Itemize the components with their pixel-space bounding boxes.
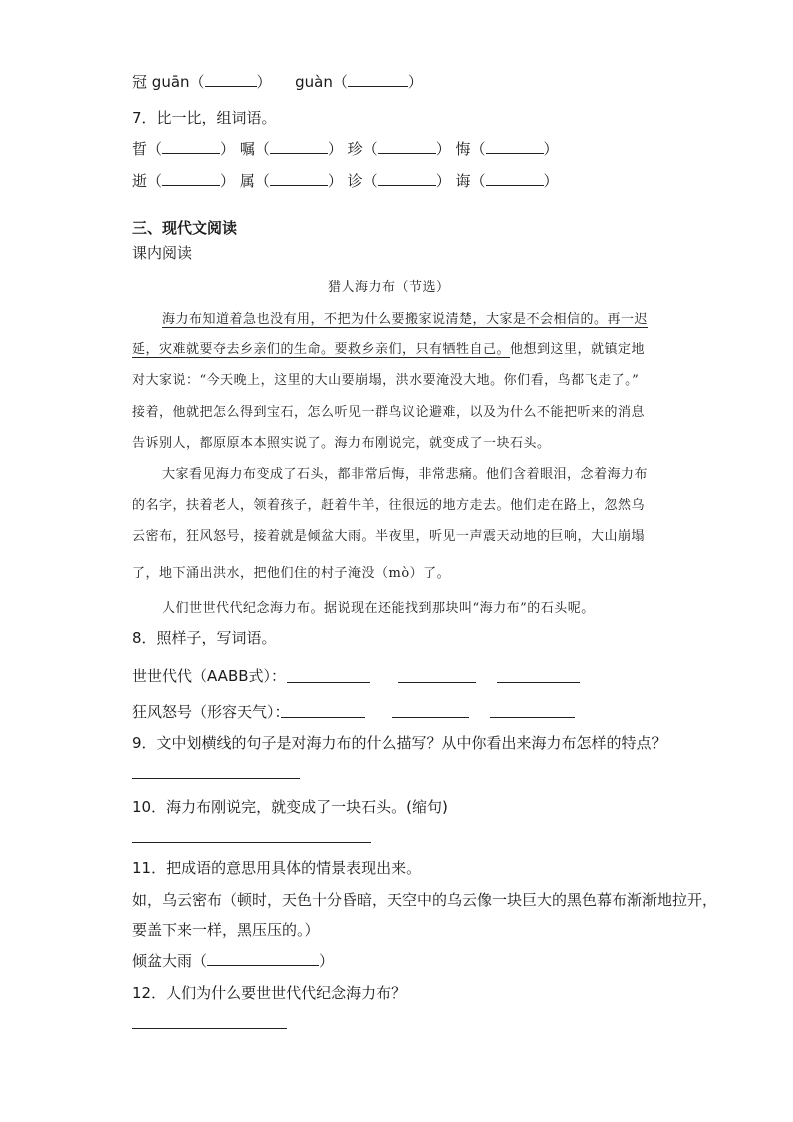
paren-open: （ [362, 172, 378, 190]
answer-blank[interactable] [378, 171, 436, 186]
paren-open: （ [470, 140, 486, 158]
passage-line: 云密布，狂风怒号，接着就是倾盆大雨。半夜里，听见一声震天动地的巨响，大山崩塌 [132, 529, 646, 544]
passage-underlined-sentence-2: 延，灾难就要夺去乡亲们的生命。要救乡亲们，只有牺牲自己。 [132, 342, 511, 357]
q6-pinyin-1: guān [151, 73, 190, 91]
q10-title: 10．海力布刚说完，就变成了一块石头。(缩句) [132, 798, 448, 816]
answer-line[interactable] [281, 717, 365, 718]
answer-line[interactable] [398, 682, 476, 683]
passage-line [132, 338, 645, 357]
paren-open: （ [147, 172, 163, 190]
paren-open: （ [254, 140, 270, 158]
passage-line: 接着，他就把怎么得到宝石，怎么听见一群鸟议论避难，以及为什么不能把听来的消息 [132, 405, 646, 420]
answer-blank[interactable] [162, 139, 220, 154]
answer-blank[interactable] [486, 171, 544, 186]
paren-close: ） [220, 140, 236, 158]
passage-line: 大家看见海力布变成了石头，都非常后悔，非常悲痛。他们含着眼泪，念着海力布 [162, 467, 649, 482]
q11-example-line-1: 如，乌云密布（顿时，天色十分昏暗，天空中的乌云像一块巨大的黑色幕布渐渐地拉开， [132, 891, 718, 909]
section-subheading: 课内阅读 [132, 244, 193, 262]
answer-blank[interactable] [270, 139, 328, 154]
q7-char: 逝 [132, 172, 148, 190]
passage-text: 他想到这里，就镇定地 [510, 342, 646, 357]
paren-close: ） [319, 952, 335, 970]
passage-line: 了，地下涌出洪水，把他们住的村子淹没（mò）了。 [132, 566, 451, 581]
passage-title: 猎人海力布（节选） [328, 280, 450, 295]
q7-row-2 [132, 171, 559, 191]
q6-pinyin-2: guàn [295, 73, 333, 91]
paren-open: （ [147, 140, 163, 158]
answer-blank[interactable] [348, 72, 408, 87]
paren-close: ） [435, 140, 451, 158]
q11-example-line-2: 要盖下来一样，黑压压的。） [132, 921, 320, 939]
section-heading: 三、现代文阅读 [132, 219, 238, 237]
paren-open: （ [470, 172, 486, 190]
passage-underlined-sentence-1: 海力布知道着急也没有用，不把为什么要搬家说清楚，大家是不会相信的。再一迟 [162, 312, 649, 327]
q7-char: 嘱 [239, 140, 255, 158]
answer-line[interactable] [132, 1028, 287, 1029]
passage-line: 人们世世代代纪念海力布。据说现在还能找到那块叫“海力布”的石头呢。 [162, 601, 595, 616]
q7-char: 悔 [455, 140, 471, 158]
answer-blank[interactable] [378, 139, 436, 154]
q8-row-2-label: 狂风怒号（形容天气）： [132, 703, 290, 721]
q8-title: 8．照样子，写词语。 [132, 629, 277, 647]
paren-open: （ [362, 140, 378, 158]
paren-open: （ [332, 73, 348, 91]
answer-blank[interactable] [205, 72, 257, 87]
q7-char: 晢 [132, 140, 148, 158]
answer-line[interactable] [287, 682, 370, 683]
paren-close: ） [543, 172, 559, 190]
q7-char: 属 [239, 172, 255, 190]
paren-open: （ [189, 73, 205, 91]
answer-line[interactable] [392, 717, 469, 718]
answer-line[interactable] [497, 682, 580, 683]
answer-blank[interactable] [486, 139, 544, 154]
paren-open: （ [254, 172, 270, 190]
q8-row-1-label: 世世代代（AABB式）： [132, 667, 287, 685]
passage-line: 告诉别人，都原原本本照实说了。海力布刚说完，就变成了一块石头。 [132, 436, 551, 451]
q7-char: 珍 [347, 140, 363, 158]
paren-close: ） [327, 172, 343, 190]
paren-close: ） [435, 172, 451, 190]
answer-line[interactable] [490, 717, 575, 718]
q7-row-1 [132, 139, 559, 159]
paren-close: ） [407, 73, 423, 91]
passage-line: 的名字，扶着老人，领着孩子，赶着牛羊，往很远的地方走去。他们走在路上，忽然乌 [132, 498, 646, 513]
passage-line: 对大家说：“今天晚上，这里的大山要崩塌，洪水要淹没大地。你们看，鸟都飞走了。” [132, 373, 640, 388]
paren-close: ） [256, 73, 272, 91]
q11-title: 11．把成语的意思用具体的情景表现出来。 [132, 859, 422, 877]
answer-blank[interactable] [270, 171, 328, 186]
q12-title: 12．人们为什么要世世代代纪念海力布？ [132, 984, 407, 1002]
paren-close: ） [220, 172, 236, 190]
paren-close: ） [543, 140, 559, 158]
q6-char: 冠 [132, 73, 148, 91]
answer-blank[interactable] [162, 171, 220, 186]
paren-close: ） [327, 140, 343, 158]
q7-title: 7．比一比，组词语。 [132, 109, 277, 127]
answer-blank[interactable] [207, 951, 319, 966]
q11-item [132, 951, 334, 971]
answer-line[interactable] [132, 842, 371, 843]
q7-char: 诊 [347, 172, 363, 190]
q7-char: 诲 [455, 172, 471, 190]
q11-item-label: 倾盆大雨（ [132, 952, 208, 970]
q9-title: 9．文中划横线的句子是对海力布的什么描写？从中你看出来海力布怎样的特点？ [132, 734, 667, 752]
answer-line[interactable] [132, 778, 300, 779]
q6-row [132, 72, 423, 92]
